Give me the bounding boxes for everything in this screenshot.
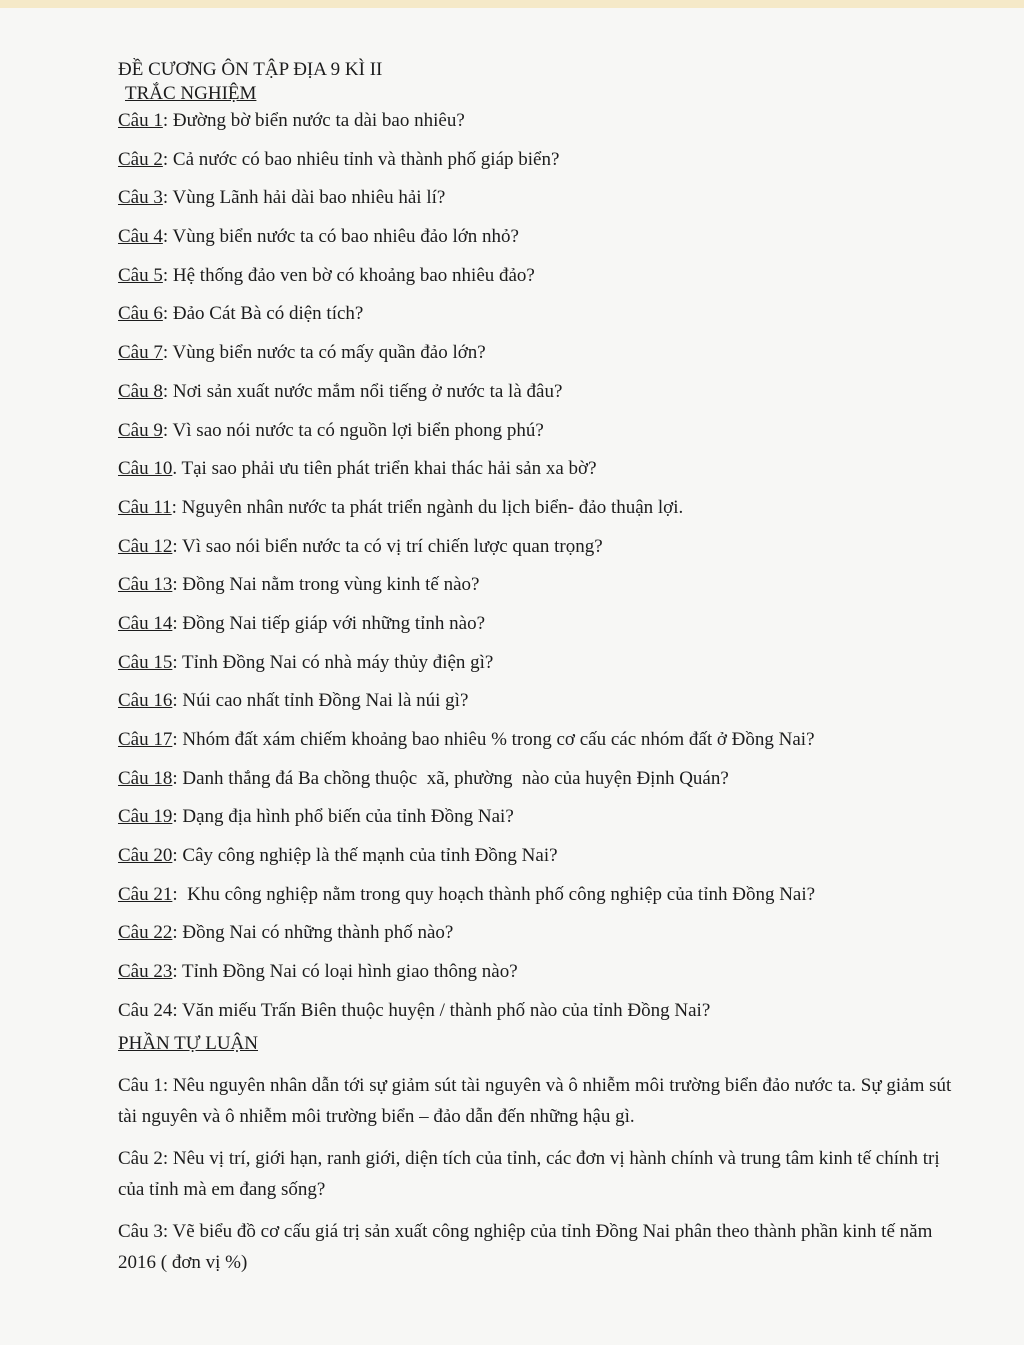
question-text: Cây công nghiệp là thế mạnh của tỉnh Đồng Nai? bbox=[177, 845, 558, 867]
question-separator: : bbox=[162, 226, 169, 248]
question-item bbox=[118, 380, 968, 419]
question-text: Nhóm đất xám chiếm khoảng bao nhiêu % trong cơ cấu các nhóm đất ở Đồng Nai? bbox=[177, 729, 815, 750]
question-text: Danh thắng đá Ba chồng thuộc xã, phường nào của huyện Định Quán? bbox=[177, 767, 729, 789]
question-separator: . bbox=[172, 458, 178, 480]
document-title: ĐỀ CƯƠNG ÔN TẬP ĐỊA 9 KÌ II bbox=[118, 59, 383, 80]
question-text: Đường bờ biển nước ta dài bao nhiêu? bbox=[168, 110, 465, 131]
question-text: Đảo Cát Bà có diện tích? bbox=[168, 303, 364, 325]
question-item bbox=[118, 844, 968, 883]
multiple-choice-list bbox=[118, 109, 968, 1038]
question-label: Câu 20 bbox=[118, 845, 173, 867]
question-label: Câu 10 bbox=[118, 458, 173, 480]
question-separator: : bbox=[162, 419, 169, 441]
question-separator: : bbox=[162, 148, 169, 170]
question-separator: : bbox=[162, 187, 169, 209]
question-separator: : bbox=[172, 729, 178, 750]
question-item bbox=[118, 805, 968, 844]
question-item bbox=[118, 612, 968, 651]
question-text: Nguyên nhân nước ta phát triển ngành du lịch biển- đảo thuận lợi. bbox=[176, 496, 684, 518]
question-label: Câu 23 bbox=[118, 961, 173, 983]
document-body bbox=[118, 58, 968, 1289]
question-label: Câu 19 bbox=[118, 806, 173, 828]
question-label: Câu 16 bbox=[118, 690, 173, 712]
question-text: Vùng biển nước ta có bao nhiêu đảo lớn nhỏ? bbox=[168, 226, 519, 248]
question-separator: : bbox=[172, 922, 178, 944]
essay-question: Câu 3: Vẽ biểu đồ cơ cấu giá trị sản xuất công nghiệp của tỉnh Đồng Nai phân theo thành phần kinh tế năm 2016 ( đơn vị %) bbox=[118, 1220, 933, 1273]
question-label: Câu 15 bbox=[118, 651, 173, 673]
question-separator: : bbox=[172, 690, 178, 712]
question-text: Hệ thống đảo ven bờ có khoảng bao nhiêu đảo? bbox=[168, 264, 535, 286]
question-item bbox=[118, 960, 968, 999]
question-separator: : bbox=[162, 342, 169, 364]
question-separator: : bbox=[172, 535, 178, 557]
question-separator: : bbox=[162, 110, 169, 131]
question-item bbox=[118, 535, 968, 574]
question-item bbox=[118, 457, 968, 496]
question-label: Câu 8 bbox=[118, 380, 163, 402]
question-item bbox=[118, 148, 968, 187]
question-text: Văn miếu Trấn Biên thuộc huyện / thành phố nào của tỉnh Đồng Nai? bbox=[177, 999, 711, 1021]
question-item bbox=[118, 883, 968, 922]
question-separator: : bbox=[162, 264, 169, 286]
question-text: Đồng Nai có những thành phố nào? bbox=[177, 922, 454, 944]
question-separator: : bbox=[172, 806, 178, 828]
question-item bbox=[118, 109, 968, 148]
question-item bbox=[118, 341, 968, 380]
question-separator: : bbox=[172, 961, 178, 983]
question-item bbox=[118, 921, 968, 960]
question-label: Câu 2 bbox=[118, 148, 163, 170]
question-label: Câu 6 bbox=[118, 303, 163, 325]
question-item bbox=[118, 496, 968, 535]
question-text: Vì sao nói nước ta có nguồn lợi biển phong phú? bbox=[168, 419, 544, 441]
question-label: Câu 14 bbox=[118, 612, 173, 634]
question-text: Khu công nghiệp nằm trong quy hoạch thành phố công nghiệp của tỉnh Đồng Nai? bbox=[177, 883, 816, 905]
question-text: Tại sao phải ưu tiên phát triển khai thác hải sản xa bờ? bbox=[177, 458, 597, 480]
question-label: Câu 4 bbox=[118, 226, 163, 248]
question-label: Câu 21 bbox=[118, 883, 173, 905]
question-text: Vùng Lãnh hải dài bao nhiêu hải lí? bbox=[168, 187, 446, 209]
question-label: Câu 3 bbox=[118, 187, 163, 209]
question-item bbox=[118, 186, 968, 225]
question-separator: : bbox=[172, 845, 178, 867]
question-item bbox=[118, 302, 968, 341]
question-item bbox=[118, 651, 968, 690]
question-text: Vùng biển nước ta có mấy quần đảo lớn? bbox=[168, 342, 486, 364]
question-separator: : bbox=[172, 612, 178, 634]
question-separator: : bbox=[172, 651, 178, 673]
question-text: Tỉnh Đồng Nai có nhà máy thủy điện gì? bbox=[177, 651, 494, 673]
question-label: Câu 12 bbox=[118, 535, 173, 557]
essay-question: Câu 1: Nêu nguyên nhân dẫn tới sự giảm sút tài nguyên và ô nhiễm môi trường biển đảo nước ta. Sự giảm sút tài nguyên và ô nhiễm môi trường biển – đảo dẫn đến những hậu gì. bbox=[118, 1074, 952, 1127]
document-page bbox=[0, 8, 1024, 1345]
question-label: Câu 24 bbox=[118, 999, 173, 1021]
question-label: Câu 9 bbox=[118, 419, 163, 441]
question-label: Câu 18 bbox=[118, 767, 173, 789]
question-text: Dạng địa hình phổ biến của tỉnh Đồng Nai? bbox=[177, 806, 514, 828]
section-heading-multiple-choice: TRẮC NGHIỆM bbox=[125, 83, 257, 104]
question-label: Câu 7 bbox=[118, 342, 163, 364]
section-heading-essay: PHẦN TỰ LUẬN bbox=[118, 1032, 259, 1054]
question-item bbox=[118, 689, 968, 728]
question-label: Câu 17 bbox=[118, 729, 173, 750]
question-separator: : bbox=[172, 883, 178, 905]
top-strip bbox=[0, 0, 1024, 8]
question-label: Câu 11 bbox=[118, 496, 172, 518]
question-item bbox=[118, 767, 968, 806]
question-separator: : bbox=[171, 496, 177, 518]
question-label: Câu 1 bbox=[118, 110, 163, 131]
question-text: Nơi sản xuất nước mắm nổi tiếng ở nước ta là đâu? bbox=[168, 380, 563, 402]
question-label: Câu 5 bbox=[118, 264, 163, 286]
essay-question: Câu 2: Nêu vị trí, giới hạn, ranh giới, diện tích của tỉnh, các đơn vị hành chính và trung tâm kinh tế chính trị của tỉnh mà em đang sống? bbox=[118, 1147, 940, 1200]
question-item bbox=[118, 573, 968, 612]
question-text: Tỉnh Đồng Nai có loại hình giao thông nào? bbox=[177, 961, 518, 983]
question-item bbox=[118, 225, 968, 264]
question-item bbox=[118, 264, 968, 303]
question-separator: : bbox=[172, 999, 178, 1021]
question-separator: : bbox=[172, 767, 178, 789]
question-label: Câu 22 bbox=[118, 922, 173, 944]
question-text: Đồng Nai tiếp giáp với những tỉnh nào? bbox=[177, 612, 486, 634]
question-separator: : bbox=[162, 303, 169, 325]
question-text: Vì sao nói biển nước ta có vị trí chiến lược quan trọng? bbox=[177, 535, 603, 557]
question-item bbox=[118, 728, 968, 767]
question-separator: : bbox=[162, 380, 169, 402]
question-item bbox=[118, 419, 968, 458]
question-label: Câu 13 bbox=[118, 574, 173, 596]
question-text: Núi cao nhất tỉnh Đồng Nai là núi gì? bbox=[177, 690, 469, 712]
question-text: Cả nước có bao nhiêu tỉnh và thành phố giáp biển? bbox=[168, 148, 560, 170]
essay-question-list bbox=[118, 1070, 968, 1278]
question-text: Đồng Nai nằm trong vùng kinh tế nào? bbox=[177, 574, 480, 596]
question-separator: : bbox=[172, 574, 178, 596]
